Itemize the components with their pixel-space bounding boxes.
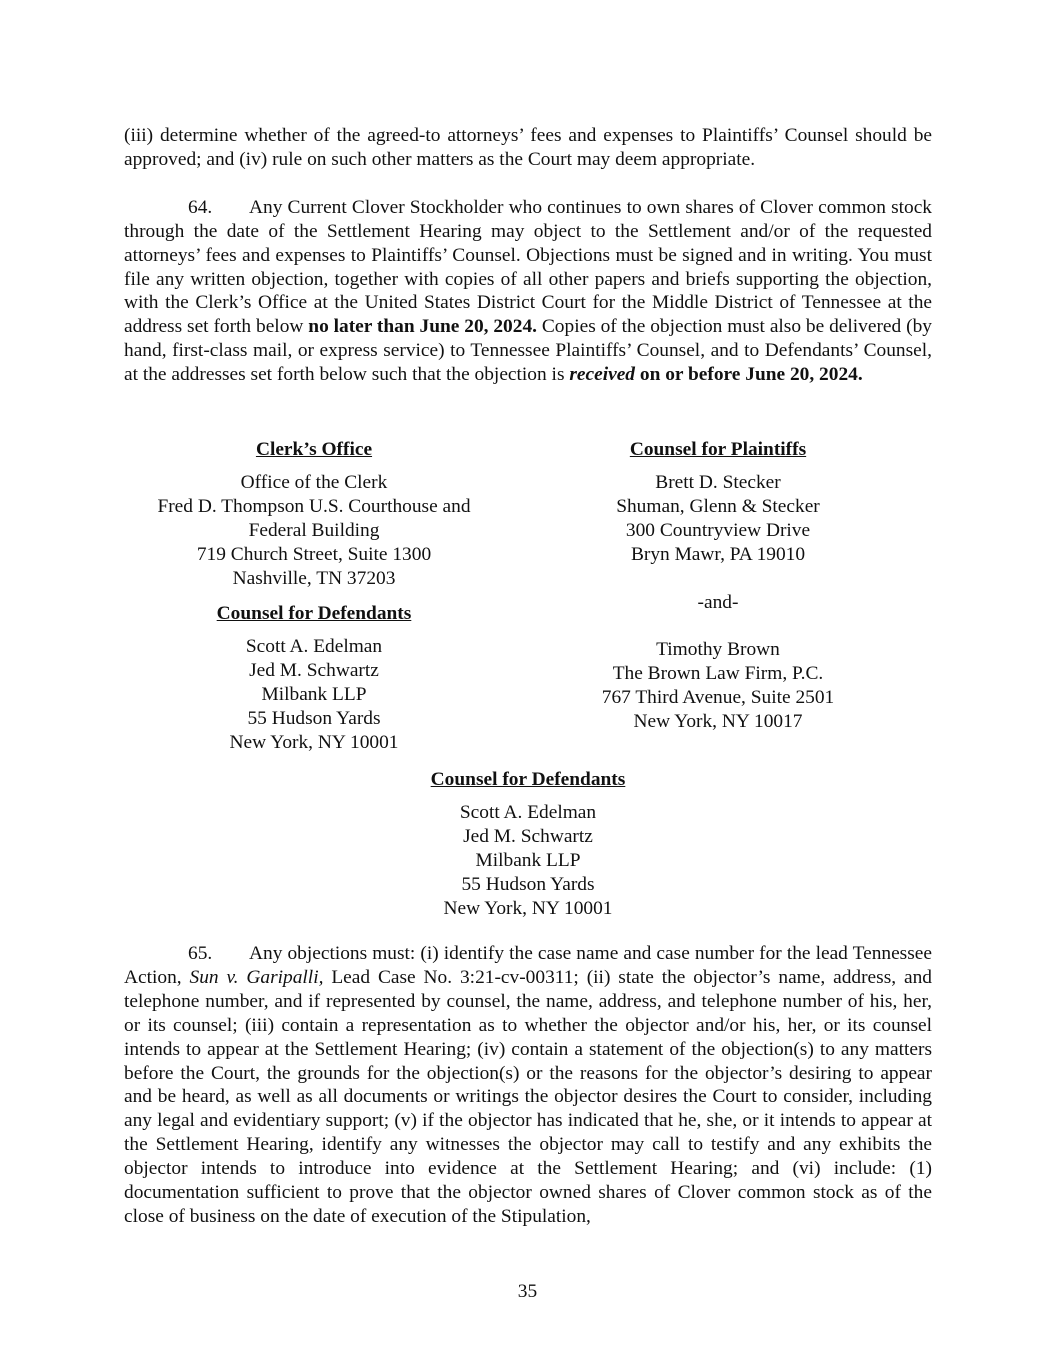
address-line: Federal Building [248,519,380,541]
address-line: Fred D. Thompson U.S. Courthouse and [157,495,471,517]
and-separator: -and- [697,591,739,613]
paragraph-text: Any objections must: (i) identify the case name and case number for the lead Tennessee Action, [124,943,932,988]
paragraph-continuation: (iii) determine whether of the agreed-to attorneys’ fees and expenses to Plaintiffs’ Counsel should be approved; and (iv) rule on such other matters as the Court may deem appropriate. [124,125,932,170]
address-line: 767 Third Avenue, Suite 2501 [601,687,835,709]
deadline-bold: no later than June 20, 2024. [308,316,537,338]
address-line: Scott A. Edelman [459,801,597,823]
block-heading: Clerk’s Office [255,439,373,460]
clerk-office-block [124,438,504,590]
deadline-bold: on or before June 20, 2024. [639,364,863,386]
address-line: Scott A. Edelman [245,635,383,657]
address-line: 719 Church Street, Suite 1300 [196,543,432,565]
block-heading: Counsel for Defendants [216,603,412,624]
address-line: 55 Hudson Yards [247,707,381,729]
received-emphasis: received [569,364,636,386]
address-line: Brett D. Stecker [655,471,781,493]
address-line: Bryn Mawr, PA 19010 [630,543,806,565]
address-line: Jed M. Schwartz [463,825,593,847]
defendants-counsel-block-left [124,602,504,754]
address-line: Office of the Clerk [240,471,388,493]
paragraph-text: Any Current Clover Stockholder who continues to own shares of Clover common stock through the date of the Settlement Hearing may object to the Settlement and/or of the requested attorneys’ fees and expenses to Plaintiffs’ Counsel. Objections must be signed and in writing. You must file any written objection, together with copies of all other papers and briefs supporting the objection, with the Clerk’s Office at the United States District Court for the Middle District of Tennessee at the address set forth below [124,196,932,338]
paragraph-number: 64. [188,196,213,218]
document-page [124,124,932,1227]
address-line: Milbank LLP [261,683,367,705]
address-line: New York, NY 10017 [633,711,803,733]
case-name: Sun v. Garipalli, [189,966,324,988]
address-line: New York, NY 10001 [229,731,399,753]
plaintiffs-counsel-block [528,438,908,734]
block-heading: Counsel for Defendants [430,769,626,790]
address-line: New York, NY 10001 [443,897,613,919]
page-number: 35 [517,1281,538,1302]
address-line: Jed M. Schwartz [249,659,379,681]
address-line: Nashville, TN 37203 [232,567,396,589]
paragraph-text: Lead Case No. 3:21-cv-00311; (ii) state the objector’s name, address, and telephone number, and if represented by counsel, the name, address, and telephone number of his, her, or its counsel; (iii) contain a representation as to whether the objector and/or his, her, or its counsel intends to appear at the Settlement Hearing; (iv) contain a statement of the objection(s) to any matters before the Court, the grounds for the objection(s) or the reasons for the objector’s desiring to appear and be heard, as well as all documents or writings the objector desires the Court to consider, including any legal and evidentiary support; (v) if the objector has indicated that he, she, or it intends to appear at the Settlement Hearing, identify any witnesses the objector may call to testify and any exhibits the objector intends to introduce into evidence at the Settlement Hearing; and (vi) include: (1) documentation sufficient to prove that the objector owned shares of Clover common stock as of the close of business on the date of execution of the Stipulation, [124,966,932,1227]
address-line: Milbank LLP [475,849,581,871]
address-line: 300 Countryview Drive [625,519,811,541]
paragraph-text: Copies of the objection must also be delivered (by hand, first-class mail, or express service) to Tennessee Plaintiffs’ Counsel, and to Defendants’ Counsel, at the addresses set forth below such that the objection is [124,316,932,386]
address-line: 55 Hudson Yards [461,873,595,895]
paragraph-64 [124,196,932,387]
paragraph-65 [124,942,932,1229]
paragraph-number: 65. [188,943,213,964]
block-heading: Counsel for Plaintiffs [629,439,807,460]
defendants-counsel-block-center [274,768,782,920]
address-line: The Brown Law Firm, P.C. [612,663,824,685]
address-line: Shuman, Glenn & Stecker [616,495,820,517]
address-line: Timothy Brown [656,639,780,661]
